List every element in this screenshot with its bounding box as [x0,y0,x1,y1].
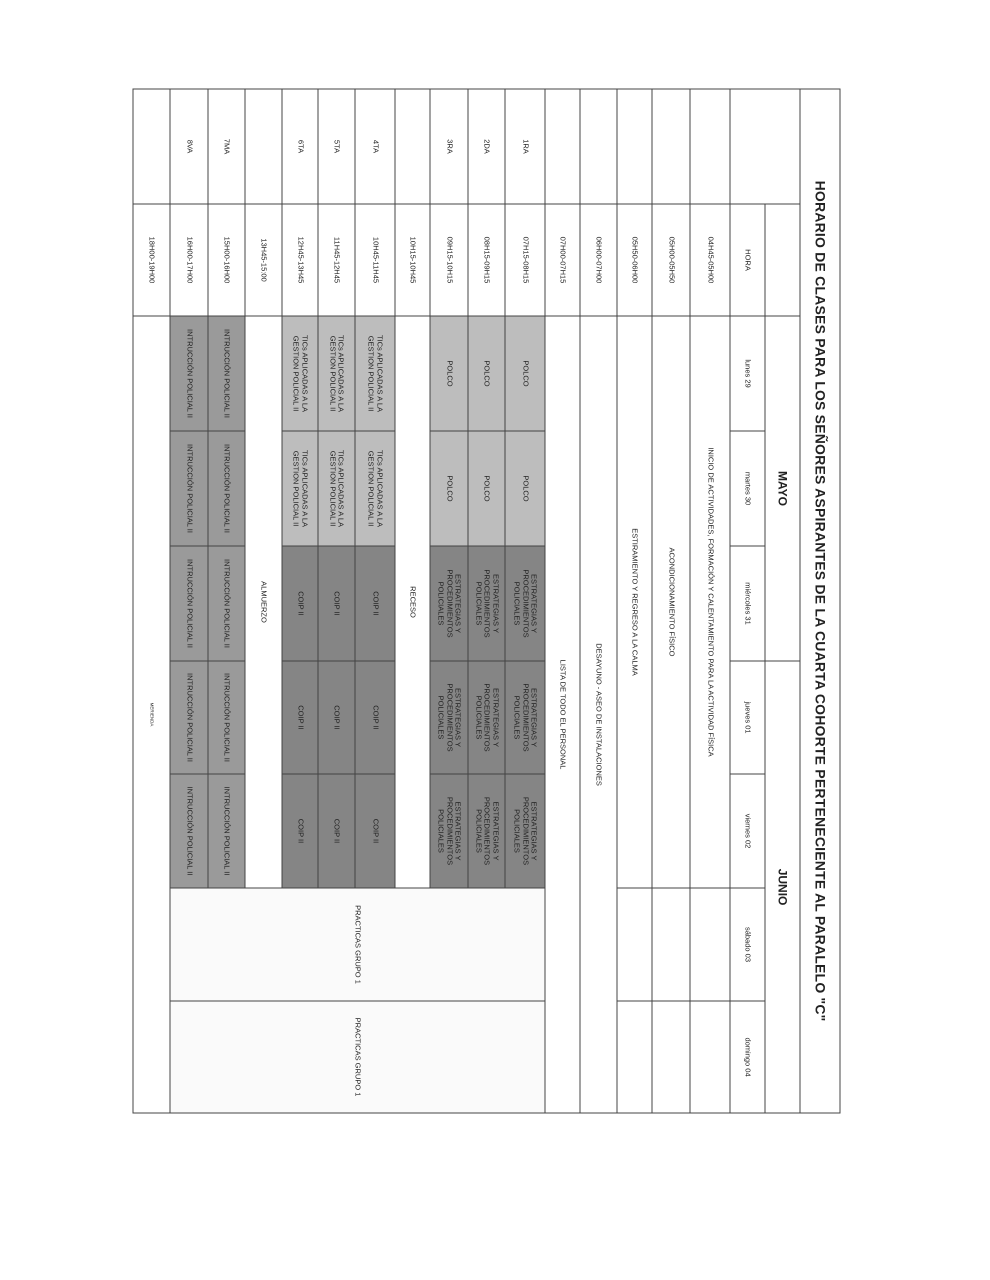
activity-cell: TICs APLICADAS A LA GESTION POLICIAL II [355,316,395,431]
activity-cell: TICs APLICADAS A LA GESTION POLICIAL II [318,316,355,431]
time-cell: 09H15-10H15 [430,204,468,316]
period-cell: 8VA [170,89,208,204]
time-cell: 12H45-13H45 [282,204,318,316]
activity-cell: COIP II [318,546,355,661]
blank-cell [617,1001,652,1113]
month-mayo: MAYO [765,316,800,661]
activity-cell: INTRUCCIÓN POLICIAL II [170,774,208,888]
activity-cell: POLCO [468,316,505,431]
blank-month-cell [765,204,800,316]
activity-cell: INTRUCCIÓN POLICIAL II [208,546,245,661]
day-header: jueves 01 [730,661,765,774]
time-cell: 06H00-07H00 [580,204,617,316]
activity-cell: COIP II [355,774,395,888]
document-title: HORARIO DE CLASES PARA LOS SEÑORES ASPIRANTES DE LA CUARTA COHORTE PERTENECIENTE AL PARALELO "C" [800,89,840,1113]
activity-cell: ALMUERZO [245,316,282,888]
activity-cell: COIP II [355,661,395,774]
time-cell: 05H50-06H00 [617,204,652,316]
period-header-cell [730,89,800,204]
schedule-row [690,89,730,1113]
period-cell [690,89,730,204]
activity-cell: INICIO DE ACTIVIDADES, FORMACIÓN Y CALENTAMIENTO PARA LA ACTIVIDAD FÍSICA [690,316,730,888]
blank-cell [652,1001,690,1113]
activity-cell: INTRUCCIÓN POLICIAL II [208,774,245,888]
blank-cell [690,1001,730,1113]
activity-cell: TICs APLICADAS A LA GESTION POLICIAL II [318,431,355,546]
period-cell: 2DA [468,89,505,204]
activity-cell: COIP II [318,774,355,888]
activity-cell: ESTRATEGIAS Y PROCEDIMIENTOS POLICIALES [505,774,545,888]
activity-cell: POLCO [505,316,545,431]
activity-cell: POLCO [505,431,545,546]
schedule-row [545,89,580,1113]
day-header: viernes 02 [730,774,765,888]
period-cell: 4TA [355,89,395,204]
practicas-sabado-cell: PRACTICAS GRUPO 1 [170,888,545,1001]
activity-cell: INTRUCCIÓN POLICIAL II [208,431,245,546]
blank-cell [690,888,730,1001]
activity-cell: RECESO [395,316,430,888]
activity-cell: INTRUCCIÓN POLICIAL II [208,661,245,774]
time-cell: 18H00-19H00 [133,204,170,316]
period-cell: 7MA [208,89,245,204]
day-header: sábado 03 [730,888,765,1001]
activity-cell: COIP II [282,774,318,888]
schedule-row [617,89,652,1113]
activity-cell: ESTRATEGIAS Y PROCEDIMIENTOS POLICIALES [468,661,505,774]
time-cell: 07H00-07H15 [545,204,580,316]
activity-cell: ESTIRAMIENTO Y REGRESO A LA CALMA [617,316,652,888]
day-header: martes 30 [730,431,765,546]
time-cell: 11H45-12H45 [318,204,355,316]
activity-cell: ESTRATEGIAS Y PROCEDIMIENTOS POLICIALES [430,661,468,774]
time-cell: 16H00-17H00 [170,204,208,316]
activity-cell: INTRUCCIÓN POLICIAL II [170,431,208,546]
blank-cell [652,888,690,1001]
activity-cell: COIP II [355,546,395,661]
schedule-row [505,89,545,1113]
activity-cell: DESAYUNO - ASEO DE INSTALACIONES [580,316,617,1113]
time-cell: 10H45-11H45 [355,204,395,316]
month-junio: JUNIO [765,661,800,1113]
activity-cell: LISTA DE TODO EL PERSONAL [545,316,580,1113]
activity-cell: POLCO [468,431,505,546]
activity-cell: ESTRATEGIAS Y PROCEDIMIENTOS POLICIALES [468,774,505,888]
activity-cell: INTRUCCIÓN POLICIAL II [170,316,208,431]
period-cell [617,89,652,204]
schedule-table [132,88,840,1113]
time-cell: 05H00-05H50 [652,204,690,316]
period-cell [580,89,617,204]
practicas-domingo-cell: PRACTICAS GRUPO 1 [170,1001,545,1113]
activity-cell: TICs APLICADAS A LA GESTION POLICIAL II [355,431,395,546]
schedule-sheet [133,88,840,1112]
activity-cell: ACONDICIONAMIENTO FÍSICO [652,316,690,888]
activity-cell: ESTRATEGIAS Y PROCEDIMIENTOS POLICIALES [430,546,468,661]
period-cell [545,89,580,204]
activity-cell: ESTRATEGIAS Y PROCEDIMIENTOS POLICIALES [468,546,505,661]
day-header-row [730,89,765,1113]
schedule-row [580,89,617,1113]
time-cell: 07H15-08H15 [505,204,545,316]
month-row [765,89,800,1113]
time-cell: 08H15-09H15 [468,204,505,316]
period-cell: 6TA [282,89,318,204]
day-header: domingo 04 [730,1001,765,1113]
activity-cell: MERIENDA [133,316,170,1113]
day-header: miércoles 31 [730,546,765,661]
time-cell: 10H15-10H45 [395,204,430,316]
activity-cell: ESTRATEGIAS Y PROCEDIMIENTOS POLICIALES [430,774,468,888]
schedule-row [133,89,170,1113]
activity-cell: COIP II [282,661,318,774]
period-cell [245,89,282,204]
activity-cell: COIP II [282,546,318,661]
period-cell [395,89,430,204]
activity-cell: POLCO [430,431,468,546]
period-cell [133,89,170,204]
activity-cell: INTRUCCIÓN POLICIAL II [170,661,208,774]
activity-cell: POLCO [430,316,468,431]
schedule-row [652,89,690,1113]
activity-cell: INTRUCCIÓN POLICIAL II [208,316,245,431]
activity-cell: TICs APLICADAS A LA GESTION POLICIAL II [282,431,318,546]
period-cell: 1RA [505,89,545,204]
blank-cell [617,888,652,1001]
day-header: lunes 29 [730,316,765,431]
activity-cell: INTRUCCIÓN POLICIAL II [170,546,208,661]
activity-cell: COIP II [318,661,355,774]
time-cell: 15H00-16H00 [208,204,245,316]
hora-header: HORA [730,204,765,316]
period-cell [652,89,690,204]
period-cell: 5TA [318,89,355,204]
title-row [800,89,840,1113]
activity-cell: ESTRATEGIAS Y PROCEDIMIENTOS POLICIALES [505,661,545,774]
time-cell: 13H45-15:00 [245,204,282,316]
activity-cell: TICs APLICADAS A LA GESTION POLICIAL II [282,316,318,431]
period-cell: 3RA [430,89,468,204]
activity-cell: ESTRATEGIAS Y PROCEDIMIENTOS POLICIALES [505,546,545,661]
time-cell: 04H45-05H00 [690,204,730,316]
